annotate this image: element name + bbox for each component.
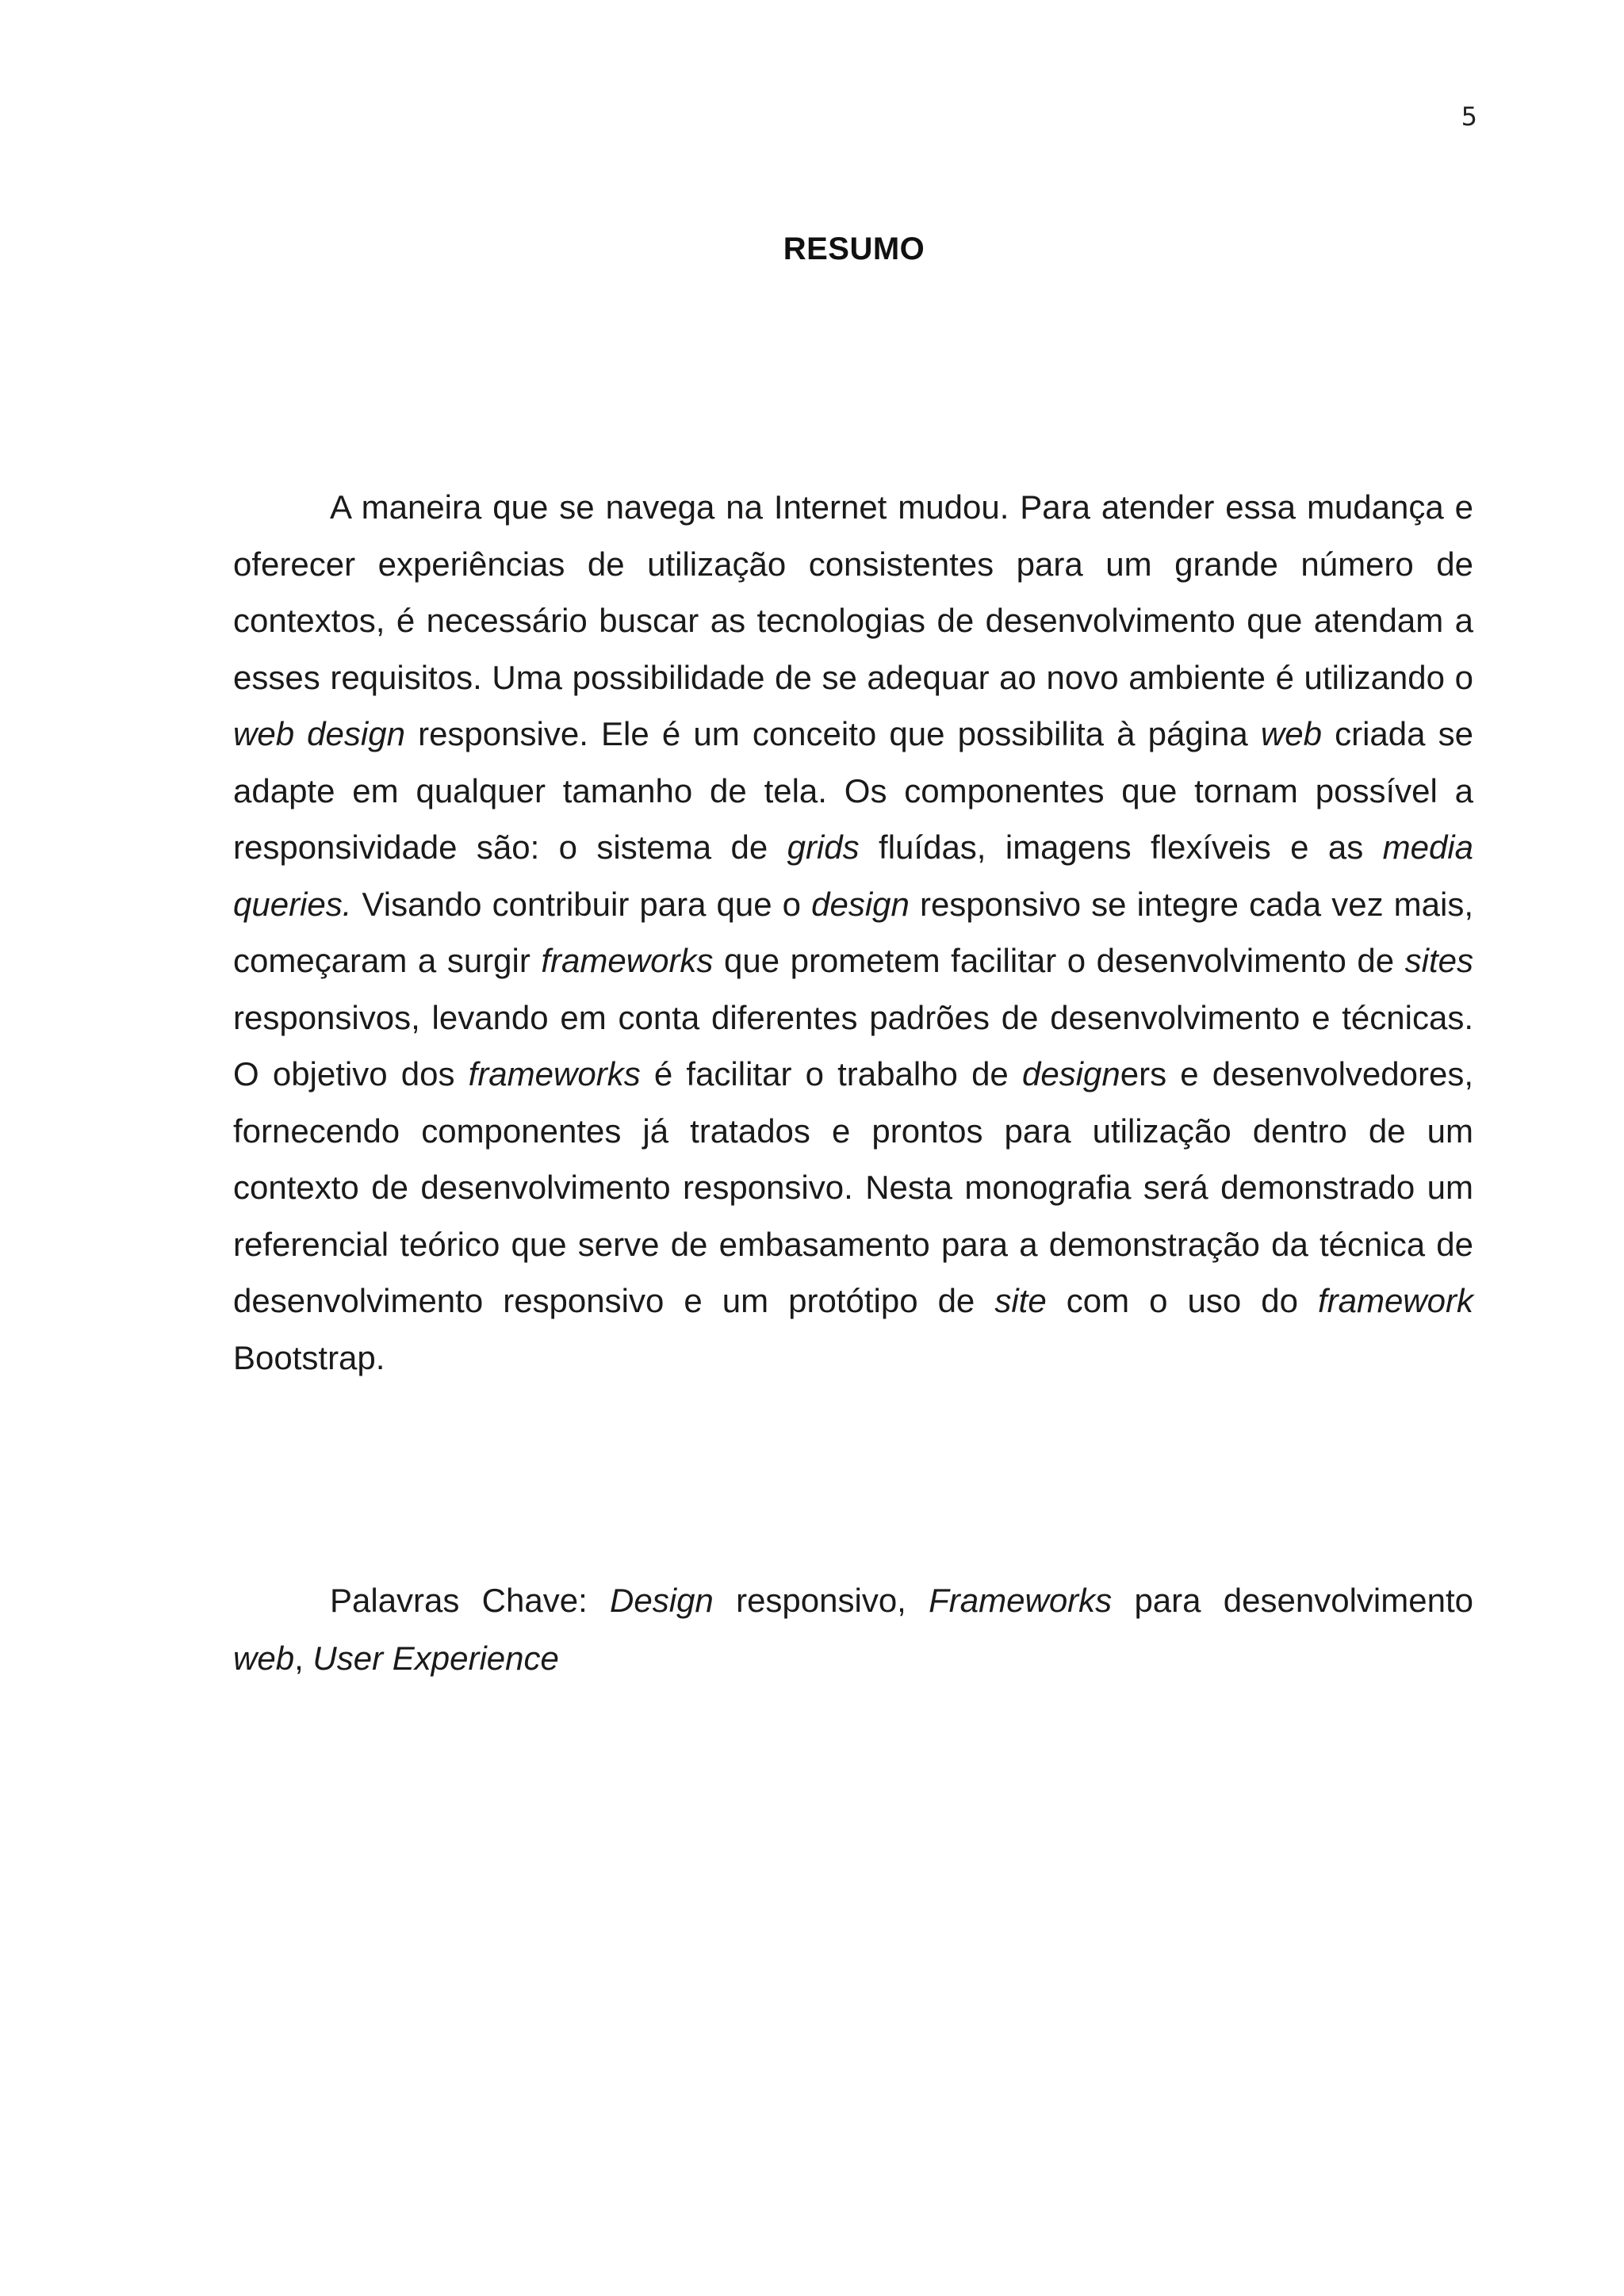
abstract-italic-term: design (811, 885, 910, 923)
abstract-italic-term: frameworks (541, 942, 714, 979)
abstract-italic-term: web (1260, 715, 1322, 752)
keywords-text: responsivo, (713, 1582, 929, 1619)
keyword-italic: Frameworks (929, 1582, 1113, 1619)
keyword-italic: web (233, 1640, 295, 1677)
page-number: 5 (1461, 101, 1477, 132)
abstract-italic-term: site (994, 1282, 1047, 1319)
keywords-label: Palavras Chave: (330, 1582, 611, 1619)
abstract-italic-term: sites (1404, 942, 1473, 979)
abstract-body (233, 479, 1473, 1386)
abstract-italic-term: framework (1317, 1282, 1473, 1319)
abstract-italic-term: media queries. (233, 828, 1473, 923)
abstract-text: responsivo se integre cada vez mais, começaram a surgir (233, 885, 1474, 979)
keywords-paragraph (233, 1571, 1473, 1687)
abstract-italic-term: grids (787, 828, 860, 866)
abstract-text: Visando contribuir para que o (351, 885, 812, 923)
abstract-text: responsive. Ele é um conceito que possibilita à página (404, 715, 1261, 752)
abstract-text: fluídas, imagens flexíveis e as (859, 828, 1383, 866)
keyword-italic: User Experience (312, 1640, 559, 1677)
abstract-text: criada se adapte em qualquer tamanho de tela. Os componentes que tornam possível a responsividade são: o sistema de (233, 715, 1474, 866)
abstract-italic-term: design (1021, 1055, 1120, 1093)
abstract-text: Bootstrap. (233, 1338, 385, 1376)
section-title: RESUMO (783, 232, 925, 266)
abstract-italic-term: frameworks (468, 1055, 641, 1093)
abstract-text: é facilitar o trabalho de (640, 1055, 1022, 1093)
abstract-italic-term: web design (233, 715, 405, 752)
keywords-text: para desenvolvimento (1112, 1582, 1473, 1619)
keywords-section (233, 1571, 1473, 1687)
abstract-text: que prometem facilitar o desenvolvimento de (713, 942, 1405, 979)
abstract-paragraph (233, 479, 1473, 1386)
abstract-text: ers e desenvolvedores, fornecendo componentes já tratados e prontos para utilização dentro de um contexto de desenvolvimento responsivo. Nesta monografia será demonstrado um referencial teórico que serve de embasamento para a demonstração da técnica de desenvolvimento responsivo e um protótipo de (233, 1055, 1473, 1319)
abstract-text: A maneira que se navega na Internet mudou. Para atender essa mudança e oferecer experiências de utilização consistentes para um grande número de contextos, é necessário buscar as tecnologias de desenvolvimento que atendam a esses requisitos. Uma possibilidade de se adequar ao novo ambiente é utilizando o (233, 488, 1473, 696)
keyword-italic: Design (610, 1582, 714, 1619)
abstract-text: responsivos, levando em conta diferentes padrões de desenvolvimento e técnicas. O objetivo dos (233, 998, 1473, 1093)
abstract-text: com o uso do (1046, 1282, 1318, 1319)
keywords-text: , (294, 1640, 313, 1677)
